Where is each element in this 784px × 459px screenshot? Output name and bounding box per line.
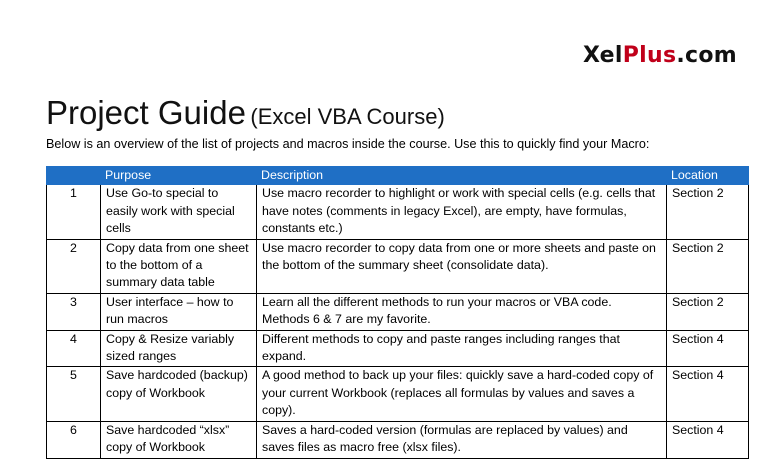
row-description: Learn all the different methods to run your macros or VBA code. Methods 6 & 7 are my favorite. [257, 293, 667, 330]
row-number: 2 [47, 239, 101, 293]
row-number: 4 [47, 330, 101, 367]
row-description: Use macro recorder to highlight or work with special cells (e.g. cells that have notes (comments in legacy Excel), are empty, have formulas, constants etc.) [257, 185, 667, 239]
row-location: Section 2 [667, 185, 749, 239]
row-description: Different methods to copy and paste ranges including ranges that expand. [257, 330, 667, 367]
header-description: Description [257, 167, 667, 185]
row-description: Saves a hard-coded version (formulas are replaced by values) and saves files as macro free (xlsx files). [257, 421, 667, 458]
row-description: Use macro recorder to copy data from one or more sheets and paste on the bottom of the summary sheet (consolidate data). [257, 239, 667, 293]
row-purpose: Use Go-to special to easily work with special cells [101, 185, 257, 239]
row-number: 6 [47, 421, 101, 458]
row-purpose: User interface – how to run macros [101, 293, 257, 330]
logo-part-plus: Plus [622, 43, 677, 68]
row-location: Section 4 [667, 330, 749, 367]
row-purpose: Save hardcoded (backup) copy of Workbook [101, 367, 257, 421]
project-guide-table [46, 166, 749, 459]
page-title-sub: (Excel VBA Course) [250, 104, 445, 129]
row-purpose: Save hardcoded “xlsx” copy of Workbook [101, 421, 257, 458]
table-row [47, 239, 749, 293]
table-row [47, 421, 749, 458]
logo-part-com: .com [676, 43, 737, 68]
row-purpose: Copy & Resize variably sized ranges [101, 330, 257, 367]
row-number: 3 [47, 293, 101, 330]
table-row [47, 330, 749, 367]
header-number [47, 167, 101, 185]
xelplus-logo [583, 43, 737, 68]
header-purpose: Purpose [101, 167, 257, 185]
row-location: Section 2 [667, 293, 749, 330]
row-purpose: Copy data from one sheet to the bottom of a summary data table [101, 239, 257, 293]
row-description: A good method to back up your files: quickly save a hard-coded copy of your current Workbook (replaces all formulas by values and saves a copy). [257, 367, 667, 421]
row-location: Section 2 [667, 239, 749, 293]
row-number: 5 [47, 367, 101, 421]
page-title [46, 94, 445, 132]
row-number: 1 [47, 185, 101, 239]
row-location: Section 4 [667, 421, 749, 458]
logo-part-xel: Xel [583, 43, 623, 68]
row-location: Section 4 [667, 367, 749, 421]
header-location: Location [667, 167, 749, 185]
table-row [47, 293, 749, 330]
table-row [47, 185, 749, 239]
page-title-main: Project Guide [46, 94, 246, 131]
table-row [47, 367, 749, 421]
table-header-row [47, 167, 749, 185]
intro-text: Below is an overview of the list of projects and macros inside the course. Use this to quickly find your Macro: [46, 137, 650, 151]
